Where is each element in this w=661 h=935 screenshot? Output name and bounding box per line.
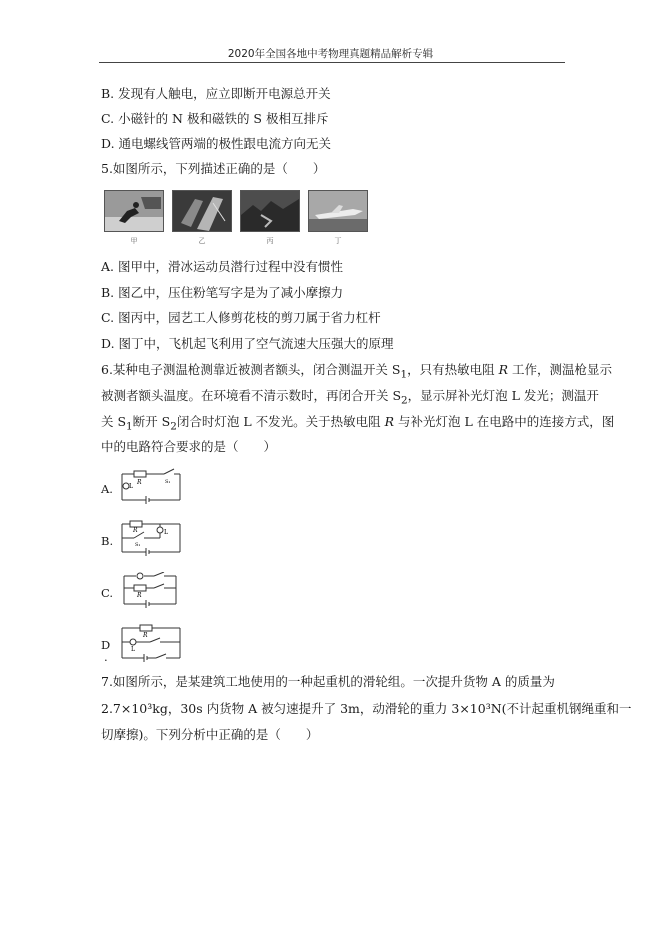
q7-stem-line3: 切摩擦)。下列分析中正确的是（ ） xyxy=(101,727,319,742)
svg-text:S₁: S₁ xyxy=(165,479,171,485)
q7-stem-line1: 7.如图所示，是某建筑工地使用的一种起重机的滑轮组。一次提升货物 A 的质量为 xyxy=(101,674,555,689)
q6-option-d-label: D xyxy=(101,638,111,652)
q6-option-c-label: C. xyxy=(101,586,114,600)
q5-option-c: C. 图丙中，园艺工人修剪花枝的剪刀属于省力杠杆 xyxy=(101,310,381,325)
svg-text:R: R xyxy=(143,632,148,639)
q6-option-d-dot: . xyxy=(104,650,108,664)
q5-option-a: A. 图甲中，滑冰运动员潜行过程中没有惯性 xyxy=(101,259,343,274)
circuit-b xyxy=(120,520,182,558)
photo-chalk xyxy=(172,190,232,232)
q6-stem-line3: 关 $S_1$断开 $S_2$闭合时灯泡 L 不发光。关于热敏电阻 R 与补光灯泡 L 在电路中的连接方式，图 xyxy=(101,414,615,433)
page-header: 2020年全国各地中考物理真题精品解析专辑 xyxy=(227,48,434,60)
q4-option-d: D. 通电螺线管两端的极性跟电流方向无关 xyxy=(101,136,332,151)
q7-stem-line2: 2.7×10³kg，30s 内货物 A 被匀速提升了 3m，动滑轮的重力 3×10³N(不计起重机钢绳重和一 xyxy=(101,701,632,716)
circuit-c xyxy=(120,572,182,610)
svg-text:R: R xyxy=(137,479,142,486)
caption-yi: 乙 xyxy=(198,237,206,245)
svg-text:L: L xyxy=(131,646,135,653)
q6-stem-line2: 被测者额头温度。在环境看不清示数时，再闭合开关 $S_2$，显示屏补光灯泡 L 发光；测温开 xyxy=(101,388,599,407)
circuit-a xyxy=(120,468,182,506)
caption-bing: 丙 xyxy=(266,237,274,245)
svg-text:S₁: S₁ xyxy=(135,542,141,548)
q5-option-d: D. 图丁中，飞机起飞利用了空气流速大压强大的原理 xyxy=(101,336,394,351)
q4-option-b: B. 发现有人触电，应立即断开电源总开关 xyxy=(101,86,331,101)
header-rule xyxy=(99,62,565,63)
caption-ding: 丁 xyxy=(334,237,342,245)
photo-gardener xyxy=(240,190,300,232)
svg-text:R: R xyxy=(133,527,138,534)
q6-option-b-label: B. xyxy=(101,534,114,548)
q4-option-c: C. 小磁针的 N 极和磁铁的 S 极相互排斥 xyxy=(101,111,329,126)
caption-jia: 甲 xyxy=(130,237,138,245)
q5-option-b: B. 图乙中，压住粉笔写字是为了减小摩擦力 xyxy=(101,285,344,300)
photo-airplane xyxy=(308,190,368,232)
q6-stem-line4: 中的电路符合要求的是（ ） xyxy=(101,439,277,454)
svg-text:L: L xyxy=(164,529,168,536)
q5-stem: 5.如图所示，下列描述正确的是（ ） xyxy=(101,161,326,176)
svg-text:R: R xyxy=(137,592,142,599)
photo-skater xyxy=(104,190,164,232)
q6-stem-line1: 6.某种电子测温枪测靠近被测者额头，闭合测温开关 $S_1$，只有热敏电阻 R 工作，测温枪显示 xyxy=(101,362,612,381)
svg-text:L: L xyxy=(129,483,133,490)
circuit-d xyxy=(120,624,182,664)
q6-option-a-label: A. xyxy=(101,482,113,496)
